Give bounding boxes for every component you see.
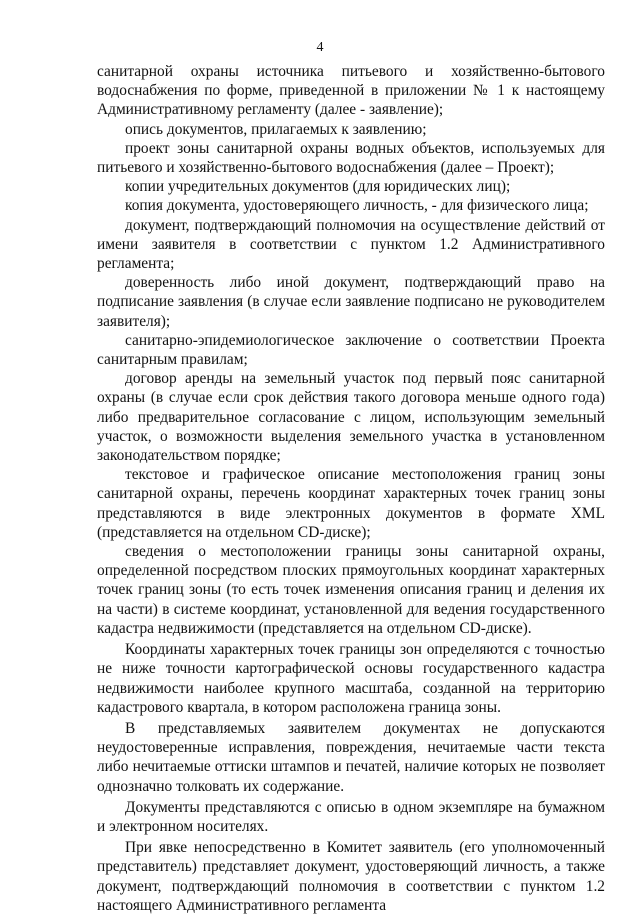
paragraph-document-requirements: В представляемых заявителем документах не допускаются неудостоверенные исправления, повреждения, нечитаемые части текста либо нечитаемые оттиски штампов и печатей, наличие которых не позволяет однозначно толковать их содержание. xyxy=(97,719,605,795)
page-number: 4 xyxy=(316,40,324,55)
paragraph-sanitary-conclusion: санитарно-эпидемиологическое заключение о соответствии Проекта санитарным правилам; xyxy=(97,331,605,369)
paragraph-power-of-attorney: доверенность либо иной документ, подтверждающий право на подписание заявления (в случае если заявление подписано не руководителем заявителя); xyxy=(97,274,605,330)
paragraph-submission-format: Документы представляются с описью в одном экземпляре на бумажном и электронном носителях. xyxy=(97,798,605,835)
paragraph-boundary-description: текстовое и графическое описание местоположения границ зоны санитарной охраны, перечень координат характерных точек границ зоны представляются в виде электронных документов в формате XML (представляется на отдельном CD-диске); xyxy=(97,466,605,541)
paragraph-founding-documents: копии учредительных документов (для юридических лиц); xyxy=(125,178,511,196)
paragraph-identity-document: копия документа, удостоверяющего личность, - для физического лица; xyxy=(125,197,589,215)
paragraph-application-continuation: санитарной охраны источника питьевого и хозяйственно-бытового водоснабжения по форме, приведенной в приложении № 1 к настоящему Административному регламенту (далее - заявление); xyxy=(97,63,605,119)
paragraph-coordinate-accuracy: Координаты характерных точек границы зон определяются с точностью не ниже точности картографической основы государственного кадастра недвижимости наиболее крупного масштаба, созданной на территорию кадастрового квартала, в котором расположена граница зоны. xyxy=(97,641,605,716)
paragraph-personal-submission: При явке непосредственно в Комитет заявитель (его уполномоченный представитель) представляет документ, удостоверяющий личность, а также документ, подтверждающий полномочия в соответствии с пунктом 1.2 настоящего Административного регламента xyxy=(97,839,605,914)
paragraph-zone-project: проект зоны санитарной охраны водных объектов, используемых для питьевого и хозяйственно-бытового водоснабжения (далее – Проект); xyxy=(97,139,605,177)
paragraph-land-lease: договор аренды на земельный участок под первый пояс санитарной охраны (в случае если срок действия такого договора меньше одного года) либо предварительное согласование с лицом, использующим земельный участок, о возможности выделения земельного участка в установленном законодательством порядке; xyxy=(97,370,605,465)
paragraph-document-inventory: опись документов, прилагаемых к заявлению; xyxy=(125,120,427,138)
document-body xyxy=(97,62,605,915)
paragraph-authority-document: документ, подтверждающий полномочия на осуществление действий от имени заявителя в соответствии с пунктом 1.2 Административного регламента; xyxy=(97,216,605,273)
paragraph-boundary-coordinates: сведения о местоположении границы зоны санитарной охраны, определенной посредством плоских прямоугольных координат характерных точек границ зоны (то есть точек изменения описания границ и деления их на части) в системе координат, установленной для ведения государственного кадастра недвижимости (представляется на отдельном CD-диске). xyxy=(97,543,605,637)
